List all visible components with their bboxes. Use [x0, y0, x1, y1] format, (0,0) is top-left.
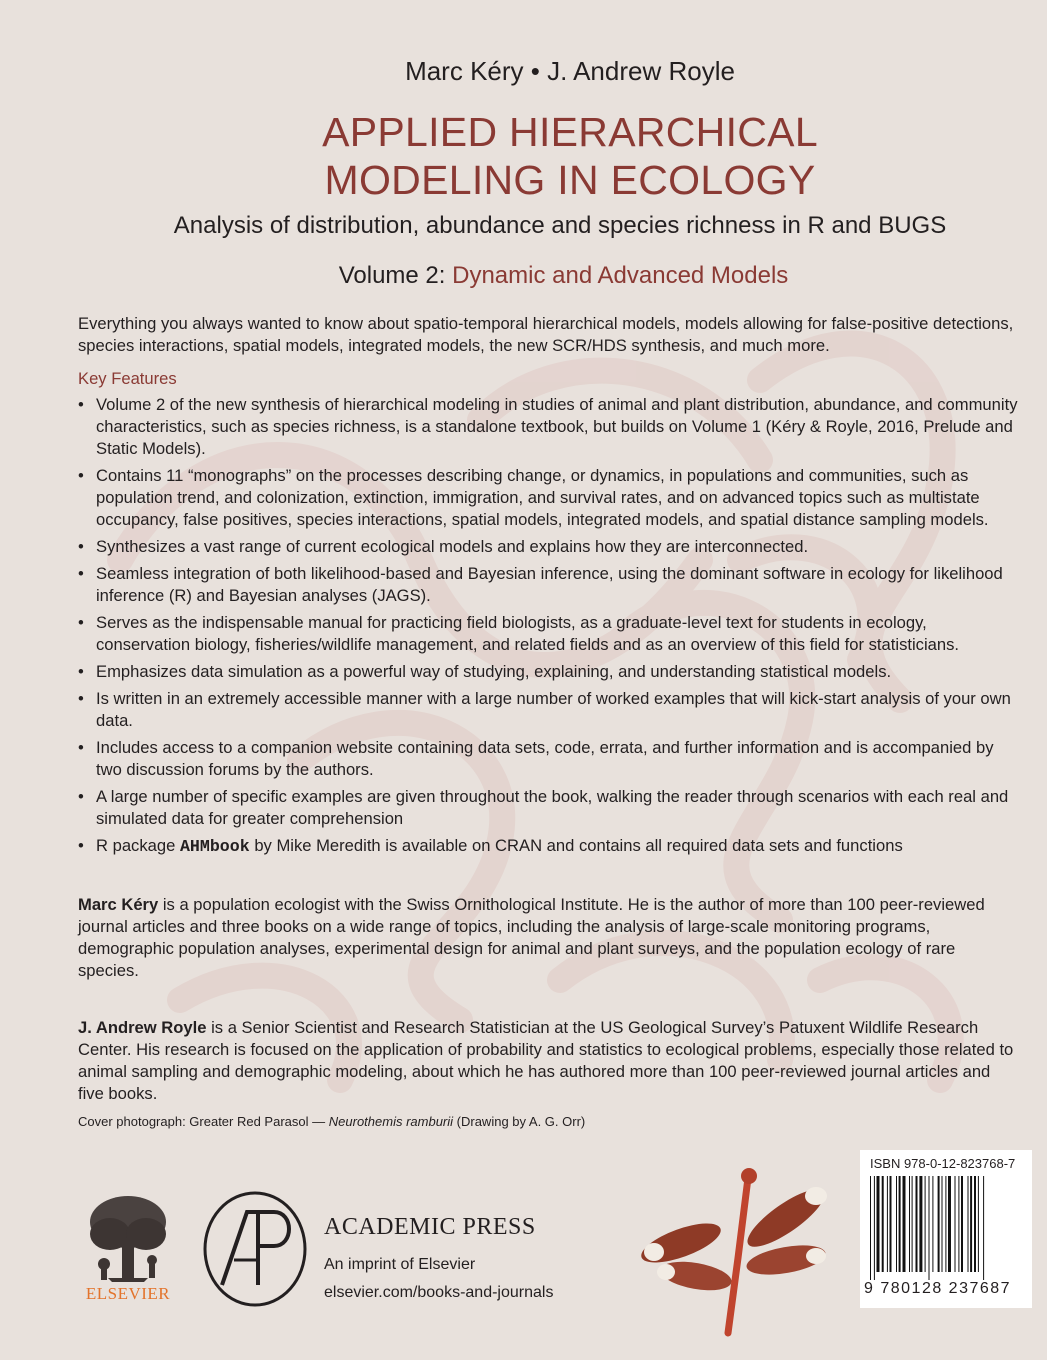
- feature-text: Volume 2 of the new synthesis of hierarchical modeling in studies of animal and plant distribution, abundance, and community characteristics, such as species richness, is a standalone textbook, but builds on Volume 1 (Kéry & Royle, 2016, Prelude and Static Models).: [96, 395, 1018, 458]
- barcode-bar: [958, 1176, 959, 1272]
- feature-text: Serves as the indispensable manual for practicing field biologists, as a graduate-level text for students in ecology, conservation biology, fisheries/wildlife management, and related fields and as an overview of this field for statisticians.: [96, 613, 960, 654]
- author-bio-kery: [78, 894, 1018, 982]
- isbn-barcode: [860, 1150, 1032, 1308]
- barcode-bar: [978, 1176, 979, 1272]
- bullet-icon: •: [78, 836, 84, 855]
- barcode-bar: [899, 1176, 901, 1272]
- barcode-bar: [970, 1176, 972, 1272]
- imprint-text: An imprint of Elsevier: [324, 1256, 476, 1273]
- bio-text: is a Senior Scientist and Research Statistician at the US Geological Survey’s Patuxent Wildlife Research Center. His research is focused on the application of probability and statistics to ecological problems, especially those related to animal sampling and demographic modeling, about which he has authored more than 100 peer-reviewed journal articles and five books.: [78, 1018, 1014, 1103]
- academic-press-name: ACADEMIC PRESS: [324, 1214, 536, 1240]
- bullet-icon: •: [78, 738, 84, 757]
- feature-text: Synthesizes a vast range of current ecological models and explains how they are interconnected.: [96, 537, 809, 556]
- bullet-icon: •: [78, 564, 84, 583]
- bio-text: is a population ecologist with the Swiss Ornithological Institute. He is the author of more than 100 peer-reviewed journal articles and three books on a wide range of topics, including the analysis of large-scale monitoring programs, demographic population analyses, experimental design for animal and plant surveys, and the population ecology of rare species.: [78, 895, 985, 980]
- bullet-icon: •: [78, 662, 84, 681]
- barcode-bar: [932, 1176, 933, 1272]
- barcode-bar: [938, 1176, 940, 1272]
- barcode-bar: [912, 1176, 913, 1272]
- bullet-icon: •: [78, 787, 84, 806]
- title-line-1: APPLIED HIERARCHICAL: [322, 109, 818, 155]
- key-features-list: [78, 394, 1020, 863]
- barcode-bar: [942, 1176, 943, 1272]
- title-line-2: MODELING IN ECOLOGY: [324, 157, 816, 203]
- list-item: [78, 786, 1020, 830]
- barcode-bar: [948, 1176, 951, 1272]
- barcode-bar: [916, 1176, 918, 1272]
- feature-text: Seamless integration of both likelihood-based and Bayesian inference, using the dominant software in ecology for likelihood inference (R) and Bayesian analyses (JAGS).: [96, 564, 1003, 605]
- feature-text: Contains 11 “monographs” on the processes describing change, or dynamics, in populations and communities, such as population trend, and colonization, extinction, immigration, and survival rates, and on advanced topics such as multistate occupancy, false positives, species interactions, spatial models, integrated models, and spatial distance sampling models.: [96, 466, 989, 529]
- volume-subtitle: Dynamic and Advanced Models: [452, 262, 789, 289]
- feature-text: A large number of specific examples are given throughout the book, walking the reader through scenarios with each real and simulated data for greater comprehension: [96, 787, 1009, 828]
- feature-text: Emphasizes data simulation as a powerful way of studying, explaining, and understanding statistical models.: [96, 662, 892, 681]
- barcode-bar: [870, 1176, 871, 1280]
- bullet-icon: •: [78, 689, 84, 708]
- bullet-icon: •: [78, 613, 84, 632]
- list-item: [78, 688, 1020, 732]
- feature-text-suffix: by Mike Meredith is available on CRAN and contains all required data sets and functions: [254, 836, 903, 855]
- intro-paragraph: Everything you always wanted to know about spatio-temporal hierarchical models, models allowing for false-positive detections, species interactions, spatial models, integrated models, the new SCR/HDS synthesis, and much more.: [78, 314, 1014, 355]
- elsevier-wordmark: ELSEVIER: [85, 1284, 171, 1303]
- barcode-bar: [890, 1176, 892, 1272]
- dragonfly-illustration: [636, 1148, 836, 1348]
- barcode-bar: [945, 1176, 946, 1272]
- package-name: AHMbook: [179, 837, 250, 856]
- book-title: [0, 108, 1047, 204]
- publisher-url: elsevier.com/books-and-journals: [324, 1284, 554, 1301]
- barcode-bar: [968, 1176, 969, 1272]
- barcode-bar: [974, 1176, 976, 1272]
- barcode-bar: [896, 1176, 897, 1272]
- barcode-bar: [909, 1176, 910, 1272]
- list-item: [78, 612, 1020, 656]
- bio-author-name: J. Andrew Royle: [78, 1018, 207, 1037]
- barcode-digits: 9 780128 237687: [864, 1280, 1012, 1297]
- barcode-bars: [868, 1176, 1024, 1280]
- barcode-bar: [929, 1176, 930, 1280]
- bullet-icon: •: [78, 466, 84, 485]
- list-item: [78, 536, 1020, 558]
- feature-text: Is written in an extremely accessible manner with a large number of worked examples that will kick-start analysis of your own data.: [96, 689, 1011, 730]
- academic-press-logo: [202, 1190, 308, 1308]
- isbn-number: ISBN 978-0-12-823768-7: [870, 1156, 1016, 1171]
- barcode-bar: [955, 1176, 956, 1272]
- authors-line: Marc Kéry • J. Andrew Royle: [405, 56, 735, 86]
- caption-suffix: (Drawing by A. G. Orr): [456, 1114, 586, 1129]
- caption-prefix: Cover photograph: Greater Red Parasol —: [78, 1114, 326, 1129]
- feature-text: Includes access to a companion website containing data sets, code, errata, and further information and is accompanied by two discussion forums by the authors.: [96, 738, 994, 779]
- barcode-bar: [874, 1176, 875, 1280]
- bullet-icon: •: [78, 537, 84, 556]
- bullet-icon: •: [78, 395, 84, 414]
- list-item: [78, 661, 1020, 683]
- book-subtitle: Analysis of distribution, abundance and species richness in R and BUGS: [173, 212, 947, 239]
- barcode-bar: [887, 1176, 888, 1272]
- caption-species: Neurothemis ramburii: [328, 1114, 454, 1129]
- barcode-bar: [903, 1176, 906, 1272]
- list-item: [78, 563, 1020, 607]
- volume-label: Volume 2:: [338, 262, 446, 289]
- cover-photo-caption: [78, 1114, 585, 1129]
- barcode-bar: [925, 1176, 926, 1272]
- barcode-bar: [983, 1176, 984, 1280]
- barcode-bar: [882, 1176, 884, 1272]
- barcode-bar: [919, 1176, 922, 1272]
- feature-text-prefix: R package: [96, 836, 176, 855]
- list-item: [78, 835, 1020, 858]
- volume-line: [0, 262, 1047, 290]
- list-item: [78, 465, 1020, 531]
- key-features-heading: Key Features: [78, 369, 177, 388]
- list-item: [78, 394, 1020, 460]
- bio-author-name: Marc Kéry: [78, 895, 159, 914]
- author-bio-royle: [78, 1017, 1018, 1105]
- list-item: [78, 737, 1020, 781]
- barcode-bar: [961, 1176, 963, 1272]
- barcode-bar: [877, 1176, 880, 1272]
